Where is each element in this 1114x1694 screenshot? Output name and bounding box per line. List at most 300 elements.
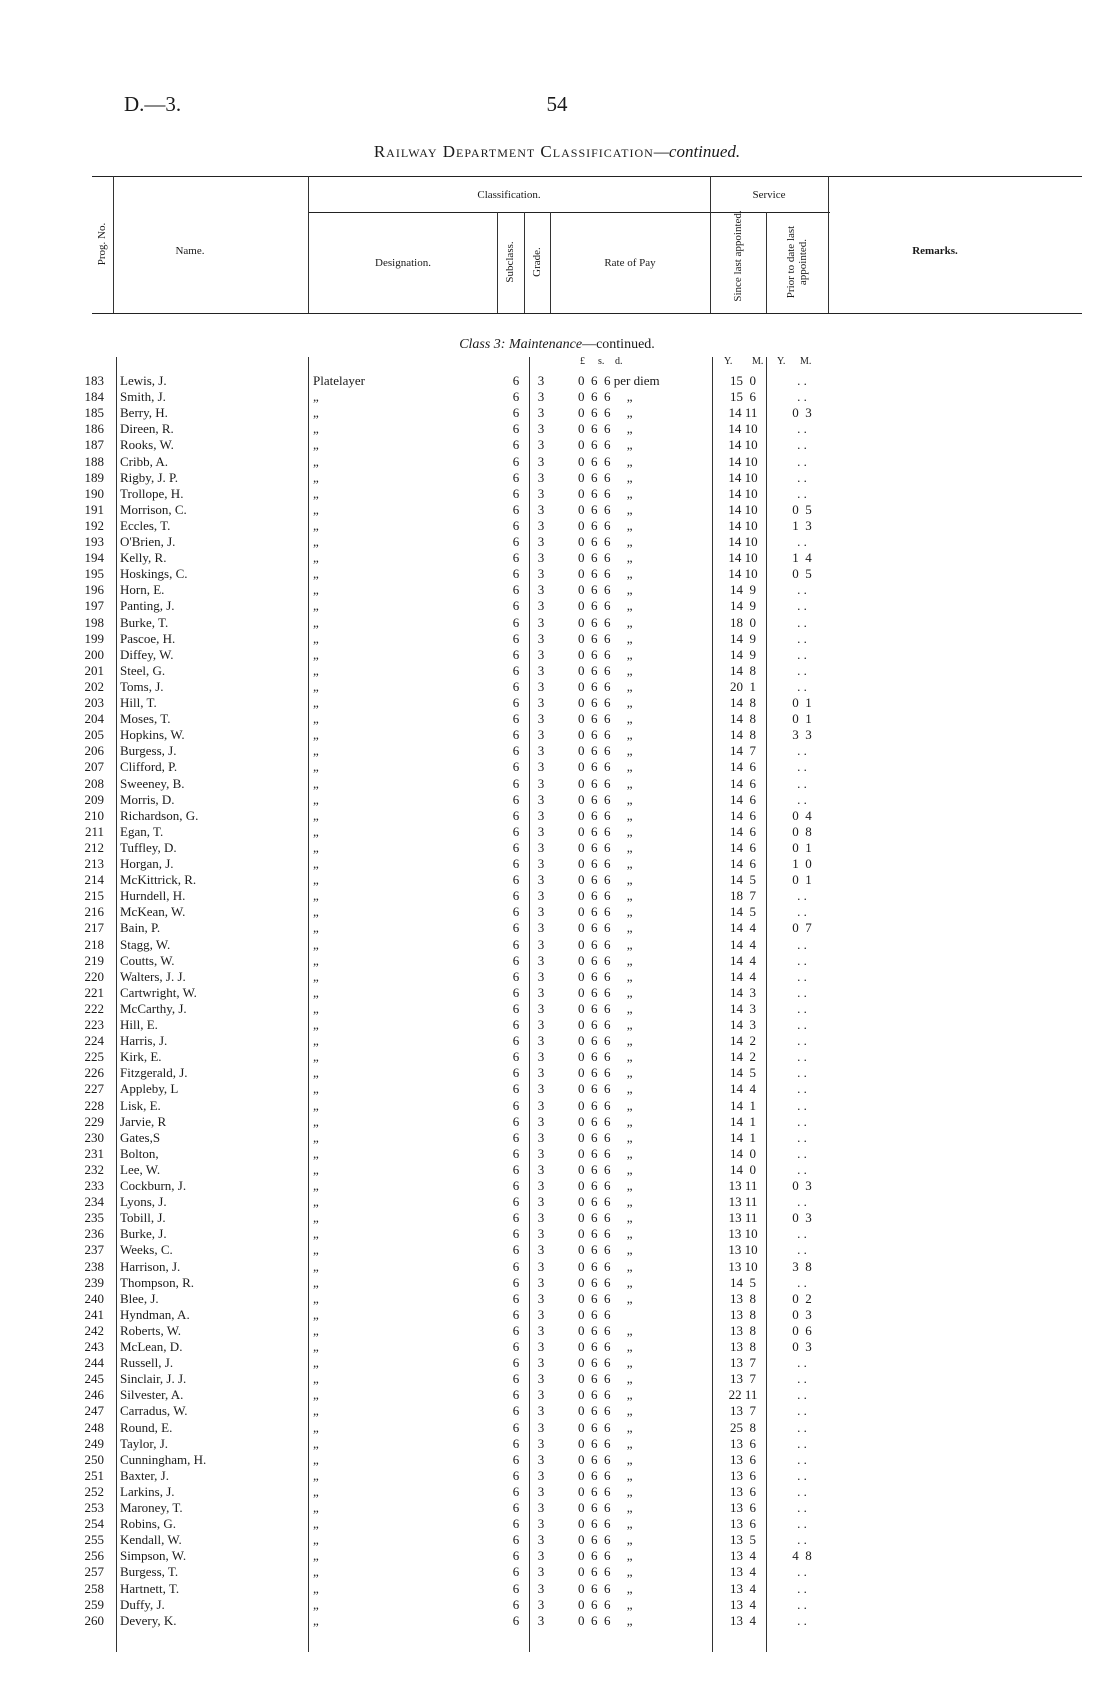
table-row (0, 454, 1114, 470)
grade-cell: 3 (537, 888, 545, 904)
prog-no-cell: 200 (84, 646, 104, 662)
designation-cell: „ (313, 1033, 319, 1049)
prior-to-date-cell: . . (797, 984, 807, 1000)
table-row (0, 1017, 1114, 1033)
since-last-cell: 13 7 (730, 1355, 756, 1371)
subclass-cell: 6 (512, 1580, 520, 1596)
grade-cell: 3 (537, 1161, 545, 1177)
rate-of-pay-cell: 0 6 6 „ (578, 952, 633, 968)
page-title-main: Railway Department Classification (373, 142, 654, 161)
prog-no-cell: 192 (84, 517, 104, 533)
prior-to-date-cell: . . (797, 534, 807, 549)
col-header-name: Name. (175, 245, 205, 257)
since-last-cell: 14 8 (730, 662, 756, 678)
grade-cell: 3 (537, 1355, 545, 1371)
designation-cell: „ (313, 1129, 319, 1145)
name-cell: Lewis, J. (120, 373, 167, 388)
prior-to-date-cell: . . (797, 1564, 807, 1580)
prog-no-cell: 253 (84, 1500, 104, 1515)
prog-no-cell: 258 (84, 1580, 104, 1596)
subclass-cell: 6 (512, 421, 520, 437)
prog-no-cell: 244 (84, 1355, 104, 1371)
grade-cell: 3 (537, 534, 545, 549)
since-last-cell: 13 7 (730, 1371, 756, 1387)
since-last-cell: 14 10 (728, 485, 758, 501)
rate-of-pay-cell: 0 6 6 „ (578, 920, 633, 936)
since-last-cell: 14 8 (730, 711, 756, 727)
grade-cell: 3 (537, 968, 545, 984)
prior-to-date-cell: 0 6 (792, 1322, 812, 1338)
rate-of-pay-cell: 0 6 6 „ (578, 727, 633, 743)
prog-no-cell: 212 (84, 839, 104, 855)
table-row (0, 1146, 1114, 1162)
designation-cell: „ (313, 1435, 319, 1451)
rate-of-pay-cell: 0 6 6 „ (578, 711, 633, 727)
prior-to-date-cell: . . (797, 775, 807, 791)
name-cell: McLean, D. (120, 1339, 183, 1354)
prior-to-date-cell: 4 8 (792, 1548, 812, 1564)
page-title (0, 142, 1114, 162)
table-row (0, 1597, 1114, 1613)
since-last-cell: 14 0 (730, 1145, 756, 1161)
since-last-cell: 13 6 (730, 1435, 756, 1451)
rate-of-pay-cell: 0 6 6 „ (578, 1145, 633, 1161)
designation-cell: „ (313, 662, 319, 678)
name-cell: Sweeney, B. (120, 775, 185, 791)
designation-cell: „ (313, 614, 319, 630)
rate-of-pay-cell: 0 6 6 „ (578, 1033, 633, 1049)
prog-no-cell: 189 (84, 469, 104, 485)
grade-cell: 3 (537, 1564, 545, 1580)
subclass-cell: 6 (512, 1113, 520, 1129)
grade-cell: 3 (537, 485, 545, 501)
prior-to-date-cell: . . (797, 678, 807, 694)
prog-no-cell: 245 (84, 1371, 104, 1387)
prior-to-date-cell: . . (797, 1113, 807, 1129)
subclass-cell: 6 (512, 1532, 520, 1548)
designation-cell: „ (313, 1419, 319, 1435)
prior-to-date-cell: . . (797, 453, 807, 469)
rate-of-pay-cell: 0 6 6 „ (578, 1435, 633, 1451)
name-cell: Simpson, W. (120, 1548, 187, 1564)
table-row (0, 566, 1114, 582)
designation-cell: „ (313, 1548, 319, 1564)
name-cell: Cribb, A. (120, 453, 169, 469)
name-cell: Horgan, J. (120, 856, 174, 871)
designation-cell: „ (313, 1258, 319, 1274)
prog-no-cell: 207 (84, 759, 104, 775)
rate-of-pay-cell: 0 6 6 „ (578, 614, 633, 630)
rate-of-pay-cell: 0 6 6 „ (578, 1210, 633, 1226)
table-row (0, 1564, 1114, 1580)
subclass-cell: 6 (512, 1483, 520, 1499)
subclass-cell: 6 (512, 582, 520, 598)
rate-of-pay-cell: 0 6 6 „ (578, 453, 633, 469)
rate-of-pay-cell: 0 6 6 „ (578, 1226, 633, 1242)
since-last-cell: 14 9 (730, 582, 756, 598)
prog-no-cell: 202 (84, 678, 104, 694)
designation-cell: „ (313, 1145, 319, 1161)
since-last-cell: 14 10 (728, 501, 758, 517)
rate-of-pay-cell: 0 6 6 „ (578, 421, 633, 437)
table-row (0, 1162, 1114, 1178)
since-last-cell: 13 4 (730, 1548, 756, 1564)
prog-no-cell: 190 (84, 485, 104, 501)
designation-cell: „ (313, 1306, 319, 1322)
grade-cell: 3 (537, 823, 545, 839)
rate-of-pay-cell: 0 6 6 „ (578, 582, 633, 598)
rate-of-pay-cell: 0 6 6 „ (578, 759, 633, 775)
table-row (0, 888, 1114, 904)
prog-no-cell: 184 (84, 389, 104, 405)
subclass-cell: 6 (512, 888, 520, 904)
designation-cell: „ (313, 1403, 319, 1419)
rate-of-pay-cell: 0 6 6 „ (578, 968, 633, 984)
subclass-cell: 6 (512, 968, 520, 984)
since-last-cell: 14 10 (728, 517, 758, 533)
prog-no-cell: 218 (84, 936, 104, 952)
name-cell: Sinclair, J. J. (120, 1371, 187, 1387)
prog-no-cell: 221 (84, 984, 104, 1000)
prior-to-date-cell: . . (797, 1017, 807, 1032)
designation-cell: „ (313, 952, 319, 968)
prog-no-cell: 236 (84, 1226, 104, 1242)
grade-cell: 3 (537, 791, 545, 807)
designation-cell: „ (313, 1596, 319, 1612)
table-row (0, 1355, 1114, 1371)
grade-cell: 3 (537, 598, 545, 614)
subclass-cell: 6 (512, 1612, 520, 1628)
grade-cell: 3 (537, 1532, 545, 1548)
designation-cell: „ (313, 807, 319, 823)
grade-cell: 3 (537, 1306, 545, 1322)
table-row (0, 1226, 1114, 1242)
designation-cell: „ (313, 823, 319, 839)
name-cell: Gates,S (120, 1129, 161, 1145)
prog-no-cell: 241 (84, 1306, 104, 1322)
name-cell: Lisk, E. (120, 1097, 161, 1113)
name-cell: Walters, J. J. (120, 968, 186, 984)
prog-no-cell: 243 (84, 1339, 104, 1354)
designation-cell: „ (313, 1113, 319, 1129)
prior-to-date-cell: . . (797, 421, 807, 437)
designation-cell: „ (313, 1532, 319, 1548)
rate-of-pay-cell: 0 6 6 „ (578, 1355, 633, 1371)
rate-of-pay-cell: 0 6 6 „ (578, 550, 633, 566)
designation-cell: „ (313, 727, 319, 743)
prior-to-date-cell: 0 1 (792, 872, 812, 888)
grade-cell: 3 (537, 920, 545, 936)
subclass-cell: 6 (512, 1467, 520, 1483)
rate-of-pay-cell: 0 6 6 „ (578, 678, 633, 694)
name-cell: Harris, J. (120, 1033, 168, 1049)
since-last-cell: 14 6 (730, 791, 756, 807)
subclass-cell: 6 (512, 662, 520, 678)
since-last-cell: 14 10 (728, 437, 758, 453)
name-cell: Harrison, J. (120, 1258, 181, 1274)
since-last-cell: 14 8 (730, 727, 756, 743)
since-last-cell: 13 11 (728, 1210, 758, 1226)
prior-to-date-cell: . . (797, 1371, 807, 1387)
prog-no-cell: 198 (84, 614, 104, 630)
subclass-cell: 6 (512, 373, 520, 388)
subclass-cell: 6 (512, 1451, 520, 1467)
since-last-cell: 20 1 (730, 678, 756, 694)
name-cell: Devery, K. (120, 1612, 177, 1628)
rate-of-pay-cell: 0 6 6 „ (578, 1161, 633, 1177)
table-row (0, 711, 1114, 727)
prior-to-date-cell: . . (797, 1500, 807, 1515)
since-last-cell: 14 5 (730, 872, 756, 888)
table-row (0, 373, 1114, 389)
prog-no-cell: 230 (84, 1129, 104, 1145)
rate-of-pay-cell: 0 6 6 „ (578, 1081, 633, 1097)
designation-cell: „ (313, 646, 319, 662)
since-last-cell: 14 9 (730, 630, 756, 646)
since-last-cell: 22 11 (728, 1387, 758, 1403)
table-row (0, 904, 1114, 920)
name-cell: Trollope, H. (120, 485, 184, 501)
designation-cell: „ (313, 453, 319, 469)
designation-cell: „ (313, 389, 319, 405)
prog-no-cell: 193 (84, 534, 104, 549)
name-cell: Kirk, E. (120, 1049, 162, 1065)
prog-no-cell: 232 (84, 1161, 104, 1177)
table-row (0, 1307, 1114, 1323)
rate-of-pay-cell: 0 6 6 „ (578, 1194, 633, 1210)
class-name: Maintenance (508, 337, 583, 352)
class-suffix: —continued. (582, 337, 655, 352)
prior-to-date-cell: . . (797, 582, 807, 598)
grade-cell: 3 (537, 1000, 545, 1016)
prog-no-cell: 215 (84, 888, 104, 904)
subclass-cell: 6 (512, 1355, 520, 1371)
grade-cell: 3 (537, 807, 545, 823)
name-cell: Morris, D. (120, 791, 175, 807)
name-cell: Hill, E. (120, 1017, 158, 1032)
prior-to-date-cell: . . (797, 1355, 807, 1371)
since-last-cell: 13 4 (730, 1612, 756, 1628)
grade-cell: 3 (537, 1210, 545, 1226)
prog-no-cell: 222 (84, 1000, 104, 1016)
since-last-cell: 13 8 (730, 1322, 756, 1338)
prior-to-date-cell: . . (797, 1483, 807, 1499)
since-last-cell: 13 10 (728, 1226, 758, 1242)
name-cell: Burgess, J. (120, 743, 177, 759)
prior-to-date-cell: . . (797, 791, 807, 807)
since-last-cell: 14 1 (730, 1129, 756, 1145)
prog-no-cell: 185 (84, 405, 104, 421)
rate-of-pay-cell: 0 6 6 „ (578, 1113, 633, 1129)
name-cell: Smith, J. (120, 389, 166, 405)
rate-of-pay-cell: 0 6 6 „ (578, 823, 633, 839)
col-header-subclass: Subclass. (504, 241, 516, 283)
grade-cell: 3 (537, 646, 545, 662)
prior-to-date-cell: 1 0 (792, 856, 812, 871)
rate-of-pay-cell: 0 6 6 „ (578, 646, 633, 662)
subclass-cell: 6 (512, 1371, 520, 1387)
name-cell: Cartwright, W. (120, 984, 197, 1000)
subclass-cell: 6 (512, 936, 520, 952)
table-row (0, 953, 1114, 969)
name-cell: Berry, H. (120, 405, 168, 421)
prior-to-date-cell: . . (797, 614, 807, 630)
subclass-cell: 6 (512, 743, 520, 759)
prior-to-date-cell: . . (797, 1129, 807, 1145)
grade-cell: 3 (537, 373, 545, 388)
prog-no-cell: 227 (84, 1081, 104, 1097)
name-cell: Taylor, J. (120, 1435, 169, 1451)
name-cell: Bain, P. (120, 920, 161, 936)
table-row (0, 856, 1114, 872)
rate-of-pay-cell: 0 6 6 „ (578, 1000, 633, 1016)
since-last-cell: 13 4 (730, 1580, 756, 1596)
prior-to-date-cell: 3 3 (792, 727, 812, 743)
grade-cell: 3 (537, 1435, 545, 1451)
grade-cell: 3 (537, 1097, 545, 1113)
rate-of-pay-cell: 0 6 6 „ (578, 630, 633, 646)
table-row (0, 1114, 1114, 1130)
designation-cell: „ (313, 1355, 319, 1371)
prior-to-date-cell: . . (797, 1403, 807, 1419)
designation-cell: Platelayer (313, 373, 365, 388)
table-row (0, 582, 1114, 598)
designation-cell: „ (313, 791, 319, 807)
since-last-cell: 14 4 (730, 968, 756, 984)
name-cell: Hill, T. (120, 695, 157, 710)
since-last-cell: 14 11 (728, 405, 758, 421)
rate-of-pay-cell: 0 6 6 „ (578, 1516, 633, 1532)
rate-of-pay-cell: 0 6 6 „ (578, 807, 633, 823)
rate-of-pay-cell: 0 6 6 „ (578, 1017, 633, 1032)
table-row (0, 1516, 1114, 1532)
name-cell: Egan, T. (120, 823, 164, 839)
rate-of-pay-cell: 0 6 6 „ (578, 1403, 633, 1419)
name-cell: Morrison, C. (120, 501, 187, 517)
subclass-cell: 6 (512, 469, 520, 485)
grade-cell: 3 (537, 1178, 545, 1193)
name-cell: Round, E. (120, 1419, 173, 1435)
subclass-cell: 6 (512, 1129, 520, 1145)
grade-cell: 3 (537, 1145, 545, 1161)
name-cell: Hurndell, H. (120, 888, 186, 904)
table-row (0, 1259, 1114, 1275)
since-last-cell: 13 11 (728, 1178, 758, 1193)
prior-to-date-cell: 0 1 (792, 839, 812, 855)
grade-cell: 3 (537, 501, 545, 517)
since-last-cell: 14 9 (730, 598, 756, 614)
prior-to-date-cell: 0 4 (792, 807, 812, 823)
designation-cell: „ (313, 936, 319, 952)
grade-cell: 3 (537, 1017, 545, 1032)
designation-cell: „ (313, 968, 319, 984)
prog-no-cell: 248 (84, 1419, 104, 1435)
classification-subrule (308, 212, 830, 213)
since-last-cell: 14 6 (730, 807, 756, 823)
subclass-cell: 6 (512, 872, 520, 888)
subclass-cell: 6 (512, 1596, 520, 1612)
subclass-cell: 6 (512, 1274, 520, 1290)
table-row (0, 663, 1114, 679)
subclass-cell: 6 (512, 566, 520, 582)
prior-to-date-cell: . . (797, 1612, 807, 1628)
prior-to-date-cell: . . (797, 1387, 807, 1403)
prog-no-cell: 235 (84, 1210, 104, 1226)
prior-to-date-cell: . . (797, 952, 807, 968)
prog-no-cell: 250 (84, 1451, 104, 1467)
since-last-cell: 14 6 (730, 759, 756, 775)
table-row (0, 389, 1114, 405)
grade-cell: 3 (537, 566, 545, 582)
prior-to-date-cell: . . (797, 1242, 807, 1258)
subclass-cell: 6 (512, 598, 520, 614)
since-last-cell: 14 8 (730, 695, 756, 710)
prog-no-cell: 254 (84, 1516, 104, 1532)
name-cell: Tuffley, D. (120, 839, 177, 855)
table-row (0, 1001, 1114, 1017)
grade-cell: 3 (537, 775, 545, 791)
designation-cell: „ (313, 759, 319, 775)
grade-cell: 3 (537, 759, 545, 775)
rate-of-pay-cell: 0 6 6 „ (578, 1242, 633, 1258)
grade-cell: 3 (537, 936, 545, 952)
table-row (0, 1081, 1114, 1097)
table-row (0, 1194, 1114, 1210)
designation-cell: „ (313, 1210, 319, 1226)
subclass-cell: 6 (512, 501, 520, 517)
name-cell: Thompson, R. (120, 1274, 195, 1290)
col-header-remarks: Remarks. (912, 245, 958, 257)
since-last-cell: 14 10 (728, 453, 758, 469)
since-last-cell: 13 6 (730, 1500, 756, 1515)
class-label: Class 3: (459, 337, 506, 352)
prior-to-date-cell: . . (797, 1451, 807, 1467)
table-row (0, 1452, 1114, 1468)
prior-to-date-cell: . . (797, 469, 807, 485)
since-last-cell: 14 4 (730, 936, 756, 952)
rate-of-pay-cell: 0 6 6 „ (578, 856, 633, 871)
prog-no-cell: 186 (84, 421, 104, 437)
designation-cell: „ (313, 695, 319, 710)
name-cell: Toms, J. (120, 678, 164, 694)
subclass-cell: 6 (512, 807, 520, 823)
table-row (0, 759, 1114, 775)
since-last-cell: 14 10 (728, 534, 758, 549)
table-row (0, 1275, 1114, 1291)
table-row (0, 937, 1114, 953)
prior-to-date-cell: . . (797, 1033, 807, 1049)
name-cell: Stagg, W. (120, 936, 171, 952)
since-last-cell: 14 7 (730, 743, 756, 759)
since-last-cell: 14 10 (728, 566, 758, 582)
prior-to-date-cell: . . (797, 437, 807, 453)
header-divider-1 (113, 176, 114, 313)
subclass-cell: 6 (512, 984, 520, 1000)
since-last-cell: 18 0 (730, 614, 756, 630)
since-last-cell: 13 10 (728, 1242, 758, 1258)
table-row (0, 631, 1114, 647)
designation-cell: „ (313, 775, 319, 791)
designation-cell: „ (313, 1274, 319, 1290)
name-cell: Direen, R. (120, 421, 174, 437)
since-last-cell: 13 4 (730, 1596, 756, 1612)
name-cell: Lyons, J. (120, 1194, 167, 1210)
designation-cell: „ (313, 1242, 319, 1258)
name-cell: Jarvie, R (120, 1113, 167, 1129)
grade-cell: 3 (537, 1548, 545, 1564)
prog-no-cell: 256 (84, 1548, 104, 1564)
rate-of-pay-cell: 0 6 6 „ (578, 598, 633, 614)
